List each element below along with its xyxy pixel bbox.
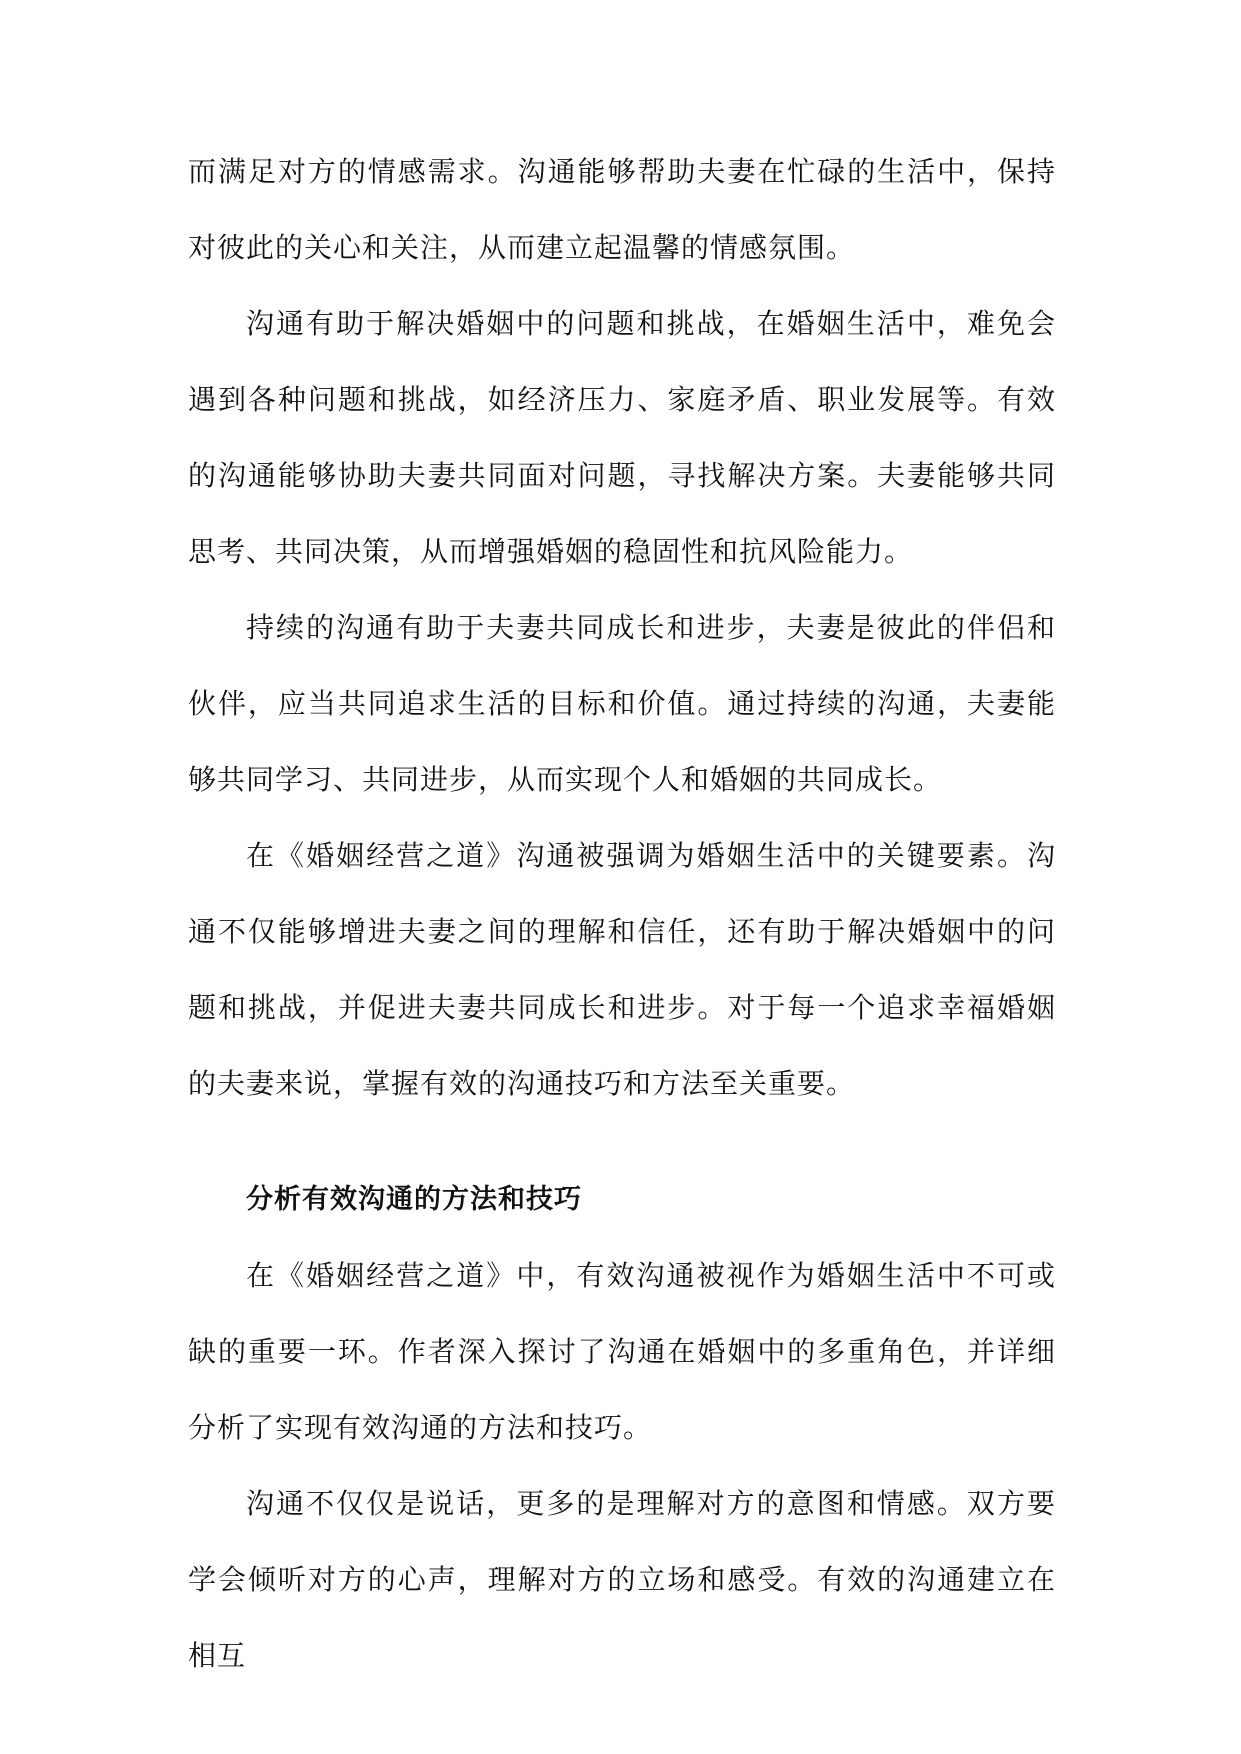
document-body xyxy=(188,134,1056,1694)
paragraph-continuation: 而满足对方的情感需求。沟通能够帮助夫妻在忙碌的生活中，保持对彼此的关心和关注，从而建立起温馨的情感氛围。 xyxy=(188,155,1056,264)
section-heading: 分析有效沟通的方法和技巧 xyxy=(246,1184,582,1215)
paragraph-summary: 在《婚姻经营之道》沟通被强调为婚姻生活中的关键要素。沟通不仅能够增进夫妻之间的理解和信任，还有助于解决婚姻中的问题和挑战，并促进夫妻共同成长和进步。对于每一个追求幸福婚姻的夫妻来说，掌握有效的沟通技巧和方法至关重要。 xyxy=(188,839,1056,1100)
paragraph-growth: 持续的沟通有助于夫妻共同成长和进步，夫妻是彼此的伴侣和伙伴，应当共同追求生活的目标和价值。通过持续的沟通，夫妻能够共同学习、共同进步，从而实现个人和婚姻的共同成长。 xyxy=(188,611,1056,796)
paragraph-listening: 沟通不仅仅是说话，更多的是理解对方的意图和情感。双方要学会倾听对方的心声，理解对方的立场和感受。有效的沟通建立在相互 xyxy=(188,1487,1056,1672)
paragraph-problem-solving: 沟通有助于解决婚姻中的问题和挑战，在婚姻生活中，难免会遇到各种问题和挑战，如经济压力、家庭矛盾、职业发展等。有效的沟通能够协助夫妻共同面对问题，寻找解决方案。夫妻能够共同思考、共同决策，从而增强婚姻的稳固性和抗风险能力。 xyxy=(188,307,1056,568)
paragraph-section-intro: 在《婚姻经营之道》中，有效沟通被视作为婚姻生活中不可或缺的重要一环。作者深入探讨了沟通在婚姻中的多重角色，并详细分析了实现有效沟通的方法和技巧。 xyxy=(188,1259,1056,1444)
